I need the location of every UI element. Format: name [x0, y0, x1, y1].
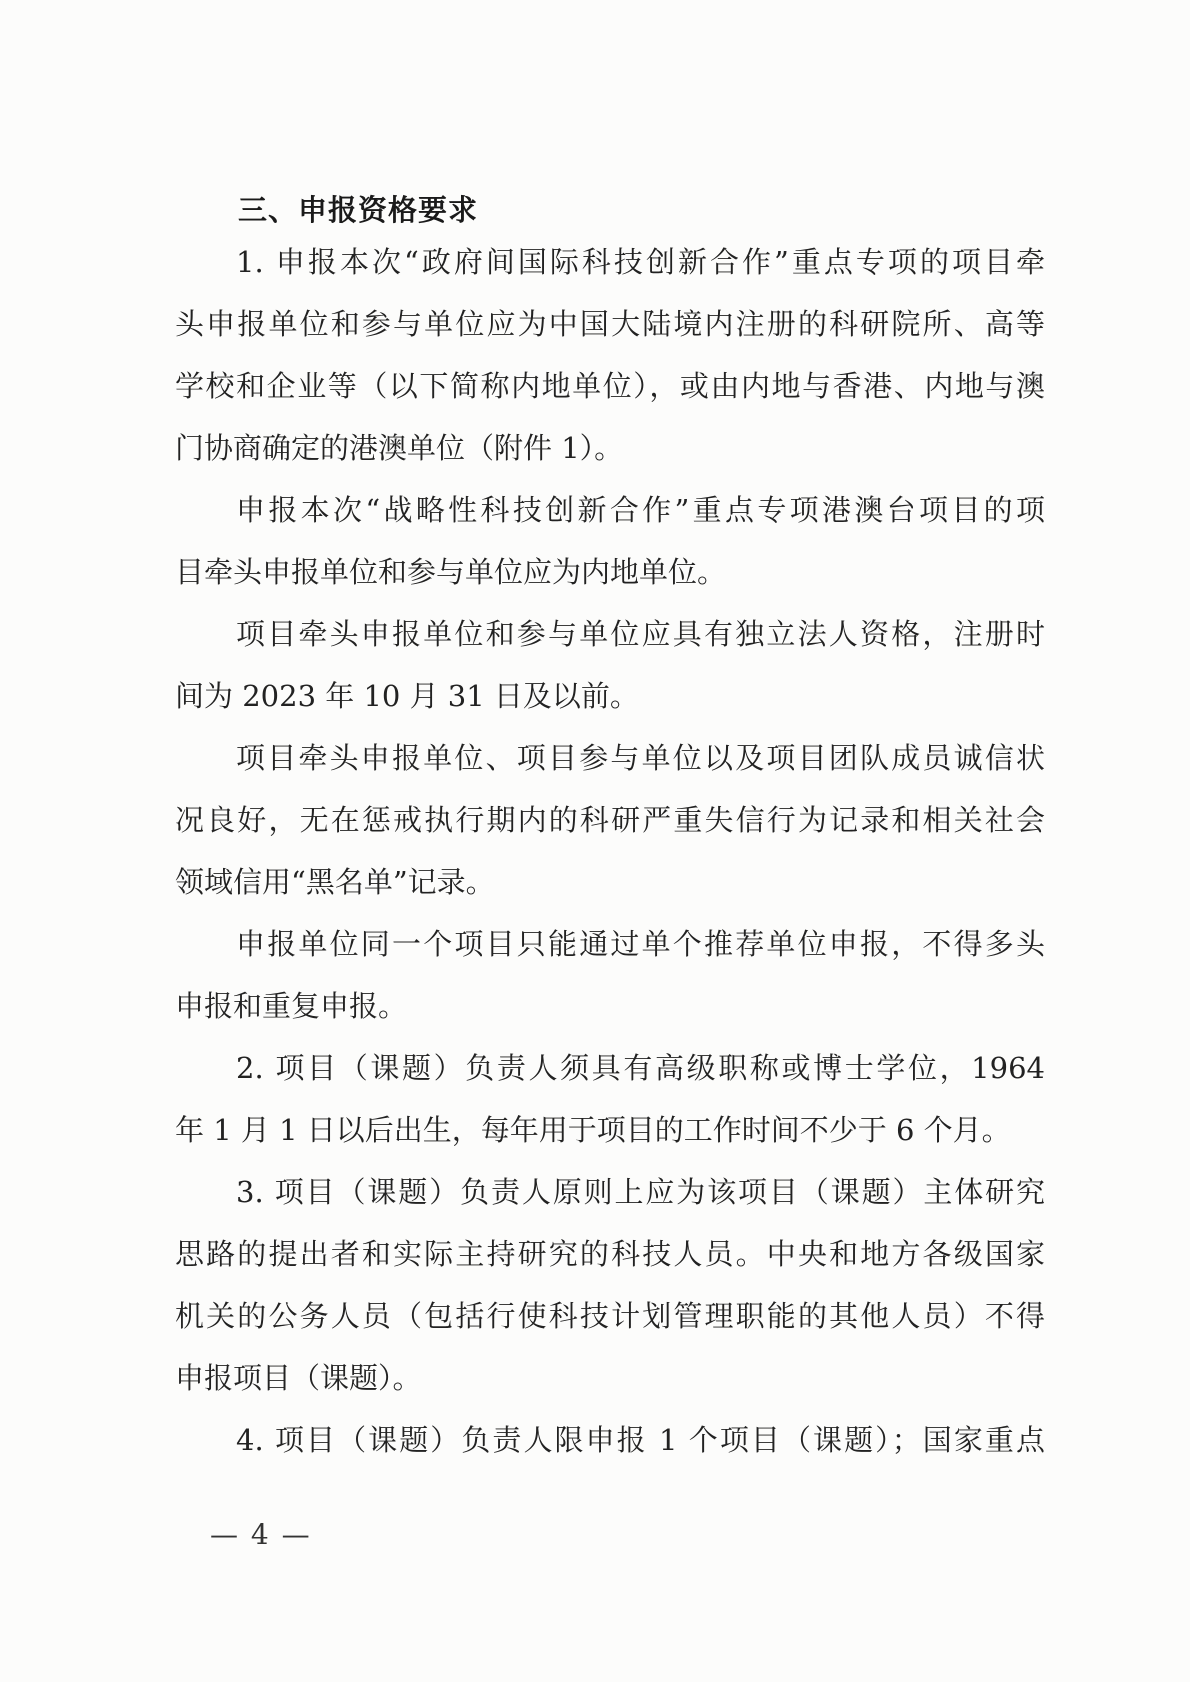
paragraph-line: 4. 项目（课题）负责人限申报 1 个项目（课题）；国家重点: [236, 1423, 1045, 1457]
page-number: — 4 —: [210, 1518, 312, 1551]
paragraph-line: 2. 项目（课题）负责人须具有高级职称或博士学位，1964: [236, 1051, 1045, 1085]
paragraph-line: 间为 2023 年 10 月 31 日及以前。: [175, 679, 639, 713]
paragraph-line: 领域信用“黑名单”记录。: [175, 865, 495, 899]
paragraph-line: 况良好，无在惩戒执行期内的科研严重失信行为记录和相关社会: [175, 803, 1045, 837]
paragraph-line: 思路的提出者和实际主持研究的科技人员。中央和地方各级国家: [175, 1237, 1045, 1271]
paragraph-line: 项目牵头申报单位和参与单位应具有独立法人资格，注册时: [236, 617, 1045, 651]
paragraph-line: 申报项目（课题）。: [175, 1361, 422, 1395]
paragraph-line: 学校和企业等（以下简称内地单位），或由内地与香港、内地与澳: [175, 369, 1045, 403]
section-heading: 三、申报资格要求: [238, 193, 479, 227]
paragraph-line: 3. 项目（课题）负责人原则上应为该项目（课题）主体研究: [236, 1175, 1045, 1209]
paragraph-line: 机关的公务人员（包括行使科技计划管理职能的其他人员）不得: [175, 1299, 1045, 1333]
paragraph-line: 申报本次“战略性科技创新合作”重点专项港澳台项目的项: [236, 493, 1045, 527]
paragraph-line: 1. 申报本次“政府间国际科技创新合作”重点专项的项目牵: [236, 245, 1045, 279]
paragraph-line: 申报和重复申报。: [175, 989, 408, 1023]
paragraph-line: 门协商确定的港澳单位（附件 1）。: [175, 431, 624, 465]
paragraph-line: 年 1 月 1 日以后出生，每年用于项目的工作时间不少于 6 个月。: [175, 1113, 1011, 1147]
paragraph-line: 头申报单位和参与单位应为中国大陆境内注册的科研院所、高等: [175, 307, 1045, 341]
paragraph-line: 项目牵头申报单位、项目参与单位以及项目团队成员诚信状: [236, 741, 1045, 775]
paragraph-line: 目牵头申报单位和参与单位应为内地单位。: [175, 555, 727, 589]
paragraph-line: 申报单位同一个项目只能通过单个推荐单位申报，不得多头: [236, 927, 1045, 961]
